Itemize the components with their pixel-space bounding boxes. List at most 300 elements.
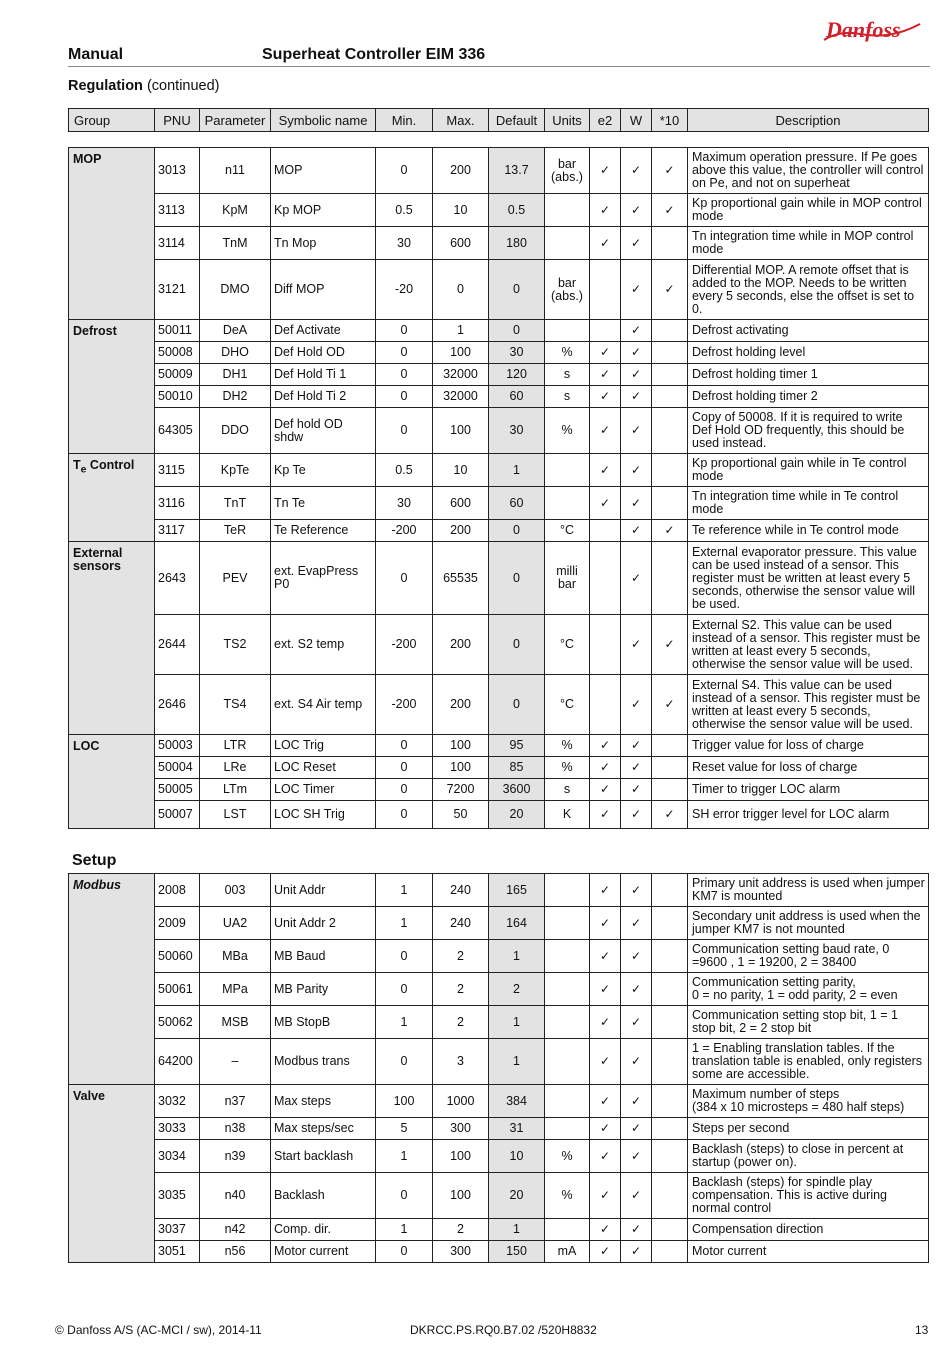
x10-cell [652,1173,688,1219]
default-cell: 2 [489,973,545,1006]
check-icon: ✓ [630,235,642,250]
symbolic-name-cell: Def Hold Ti 2 [271,386,376,408]
column-header-e2: e2 [590,109,621,132]
description-cell: Communication setting stop bit, 1 = 1 stop bit, 2 = 2 stop bit [688,1006,929,1039]
description-cell: Backlash (steps) to close in percent at startup (power on). [688,1140,929,1173]
min-cell: 0 [376,757,433,779]
max-cell: 10 [433,454,489,487]
e2-cell [590,1219,621,1241]
x10-cell [652,487,688,520]
e2-cell [590,487,621,520]
symbolic-name-cell: Unit Addr 2 [271,907,376,940]
default-cell: 120 [489,364,545,386]
table-row [69,1118,929,1140]
symbolic-name-cell: Te Reference [271,520,376,542]
table-row [69,1085,929,1118]
default-cell: 60 [489,487,545,520]
max-cell: 200 [433,615,489,675]
setup-title: Setup [72,852,117,869]
check-icon: ✓ [630,1188,642,1202]
check-icon: ✓ [599,163,611,177]
symbolic-name-cell: Tn Te [271,487,376,520]
pnu-cell: 2009 [155,907,200,940]
w-cell [621,487,652,520]
table-row [69,487,929,520]
check-icon: ✓ [599,345,611,359]
min-cell: 0 [376,148,433,194]
symbolic-name-cell: Def hold OD shdw [271,408,376,454]
svg-text:Danfoss: Danfoss [826,17,901,42]
parameter-cell: 003 [200,874,271,907]
check-icon: ✓ [599,1093,611,1108]
e2-cell [590,260,621,320]
group-cell: Defrost [69,320,155,454]
e2-cell [590,1173,621,1219]
units-cell [545,1006,590,1039]
parameter-cell: LTR [200,735,271,757]
footer-doc-code: DKRCC.PS.RQ0.B7.02 /520H8832 [410,1323,597,1337]
check-icon: ✓ [630,1121,642,1135]
max-cell: 1 [433,320,489,342]
x10-cell [652,1006,688,1039]
max-cell: 32000 [433,386,489,408]
max-cell: 200 [433,675,489,735]
check-icon: ✓ [630,807,642,821]
units-cell: mA [545,1241,590,1263]
table-row [69,801,929,829]
min-cell: -200 [376,615,433,675]
description-cell: Maximum operation pressure. If Pe goes above this value, the controller will control on Pe, and not on superheat [688,148,929,194]
units-cell: % [545,342,590,364]
group-cell: Valve [69,1085,155,1263]
pnu-cell: 50003 [155,735,200,757]
min-cell: 0 [376,408,433,454]
parameter-cell: MSB [200,1006,271,1039]
x10-cell [652,320,688,342]
description-cell: Tn integration time while in Te control mode [688,487,929,520]
pnu-cell: 64305 [155,408,200,454]
units-cell [545,1039,590,1085]
parameter-cell: n42 [200,1219,271,1241]
table-row [69,454,929,487]
max-cell: 100 [433,1140,489,1173]
pnu-cell: 3033 [155,1118,200,1140]
e2-cell [590,735,621,757]
parameter-cell: TS2 [200,615,271,675]
symbolic-name-cell: MB Baud [271,940,376,973]
symbolic-name-cell: MOP [271,148,376,194]
check-icon: ✓ [599,882,611,897]
description-cell: Differential MOP. A remote offset that is added to the MOP. Needs to be written every 5 seconds, else the offset is set to 0. [688,260,929,320]
symbolic-name-cell: Unit Addr [271,874,376,907]
symbolic-name-cell: Modbus trans [271,1039,376,1085]
symbolic-name-cell: Comp. dir. [271,1219,376,1241]
section-title [68,78,220,94]
check-icon: ✓ [630,1244,642,1258]
e2-cell [590,542,621,615]
group-cell: $T_e$ Control [69,454,155,542]
parameter-cell: DHO [200,342,271,364]
check-icon: ✓ [630,202,642,217]
pnu-cell: 3115 [155,454,200,487]
e2-cell [590,386,621,408]
check-icon: ✓ [630,782,642,796]
e2-cell [590,1085,621,1118]
table-row [69,260,929,320]
table-row [69,520,929,542]
x10-cell [652,1241,688,1263]
table-row [69,940,929,973]
check-icon: ✓ [599,1148,611,1163]
check-icon: ✓ [664,807,675,821]
x10-cell [652,1039,688,1085]
check-icon: ✓ [630,948,642,963]
description-cell: Copy of 50008. If it is required to write Def Hold OD frequently, this should be used instead. [688,408,929,454]
pnu-cell: 50062 [155,1006,200,1039]
x10-cell [652,779,688,801]
default-cell: 60 [489,386,545,408]
danfoss-logo [820,10,924,50]
e2-cell [590,973,621,1006]
check-icon: ✓ [630,915,642,930]
table-row [69,148,929,194]
symbolic-name-cell: MB Parity [271,973,376,1006]
w-cell [621,973,652,1006]
units-cell: milli bar [545,542,590,615]
pnu-cell: 3051 [155,1241,200,1263]
w-cell [621,148,652,194]
footer-copyright: © Danfoss A/S (AC-MCI / sw), 2014-11 [55,1323,262,1337]
check-icon: ✓ [630,495,642,510]
symbolic-name-cell: Def Hold Ti 1 [271,364,376,386]
x10-cell [652,364,688,386]
units-cell [545,1085,590,1118]
x10-cell [652,408,688,454]
description-cell: Backlash (steps) for spindle play compensation. This is active during normal control [688,1173,929,1219]
symbolic-name-cell: LOC Trig [271,735,376,757]
w-cell [621,364,652,386]
min-cell: 0 [376,801,433,829]
e2-cell [590,408,621,454]
check-icon: ✓ [630,981,642,996]
pnu-cell: 3035 [155,1173,200,1219]
column-header-default: Default [489,109,545,132]
pnu-cell: 2643 [155,542,200,615]
max-cell: 200 [433,520,489,542]
max-cell: 240 [433,874,489,907]
description-cell: Defrost holding level [688,342,929,364]
w-cell [621,342,652,364]
units-cell [545,940,590,973]
symbolic-name-cell: Kp Te [271,454,376,487]
max-cell: 100 [433,408,489,454]
column-header-min: Min. [376,109,433,132]
check-icon: ✓ [599,1222,611,1236]
parameter-cell: TnM [200,227,271,260]
table-row [69,227,929,260]
pnu-cell: 3013 [155,148,200,194]
units-cell [545,1118,590,1140]
units-cell: % [545,757,590,779]
check-icon: ✓ [630,1093,642,1108]
check-icon: ✓ [630,367,642,381]
check-icon: ✓ [630,389,642,403]
x10-cell [652,386,688,408]
check-icon: ✓ [599,1188,611,1202]
default-cell: 0 [489,520,545,542]
table-row [69,874,929,907]
min-cell: 0 [376,342,433,364]
column-header-parameter: Parameter [200,109,271,132]
max-cell: 300 [433,1241,489,1263]
pnu-cell: 50004 [155,757,200,779]
symbolic-name-cell: Max steps [271,1085,376,1118]
check-icon: ✓ [599,807,611,821]
column-header-w: W [621,109,652,132]
table-row [69,386,929,408]
pnu-cell: 3117 [155,520,200,542]
table-row [69,779,929,801]
default-cell: 30 [489,408,545,454]
default-cell: 0 [489,320,545,342]
symbolic-name-cell: LOC SH Trig [271,801,376,829]
default-cell: 1 [489,1039,545,1085]
symbolic-name-cell: Motor current [271,1241,376,1263]
min-cell: -20 [376,260,433,320]
section-name: Regulation [68,78,143,94]
default-cell: 10 [489,1140,545,1173]
w-cell [621,1241,652,1263]
max-cell: 100 [433,1173,489,1219]
check-icon: ✓ [664,637,675,651]
column-header-group: Group [69,109,155,132]
check-icon: ✓ [664,163,675,177]
default-cell: 31 [489,1118,545,1140]
parameter-cell: UA2 [200,907,271,940]
group-cell: External sensors [69,542,155,735]
check-icon: ✓ [664,282,675,296]
group-cell: MOP [69,148,155,320]
x10-cell [652,520,688,542]
check-icon: ✓ [664,523,675,537]
symbolic-name-cell: LOC Reset [271,757,376,779]
x10-cell [652,542,688,615]
table-row [69,342,929,364]
w-cell [621,874,652,907]
check-icon: ✓ [599,462,611,477]
check-icon: ✓ [599,1121,611,1135]
e2-cell [590,454,621,487]
check-icon: ✓ [599,1054,611,1068]
parameter-cell: KpM [200,194,271,227]
check-icon: ✓ [599,782,611,796]
pnu-cell: 3032 [155,1085,200,1118]
w-cell [621,1173,652,1219]
w-cell [621,194,652,227]
group-cell: LOC [69,735,155,829]
parameter-cell: TeR [200,520,271,542]
w-cell [621,542,652,615]
pnu-cell: 2646 [155,675,200,735]
min-cell: 0 [376,779,433,801]
description-cell: Motor current [688,1241,929,1263]
description-cell: Kp proportional gain while in MOP control mode [688,194,929,227]
e2-cell [590,615,621,675]
check-icon: ✓ [630,1148,642,1163]
max-cell: 0 [433,260,489,320]
description-cell: Communication setting parity, 0 = no parity, 1 = odd parity, 2 = even [688,973,929,1006]
pnu-cell: 50061 [155,973,200,1006]
parameter-cell: LTm [200,779,271,801]
e2-cell [590,1118,621,1140]
w-cell [621,940,652,973]
x10-cell [652,1118,688,1140]
units-cell: % [545,408,590,454]
description-cell: External S4. This value can be used instead of a sensor. This register must be written at least every 5 seconds, otherwise the sensor value will be used. [688,675,929,735]
e2-cell [590,907,621,940]
parameter-cell: LRe [200,757,271,779]
description-cell: Compensation direction [688,1219,929,1241]
w-cell [621,1085,652,1118]
min-cell: 0 [376,973,433,1006]
max-cell: 2 [433,1006,489,1039]
e2-cell [590,1140,621,1173]
check-icon: ✓ [630,282,642,296]
description-cell: Communication setting baud rate, 0 =9600 , 1 = 19200, 2 = 38400 [688,940,929,973]
x10-cell [652,1085,688,1118]
w-cell [621,260,652,320]
min-cell: 0 [376,1173,433,1219]
table-row [69,675,929,735]
check-icon: ✓ [630,882,642,897]
table-row [69,1140,929,1173]
check-icon: ✓ [599,738,611,752]
max-cell: 7200 [433,779,489,801]
check-icon: ✓ [599,760,611,774]
parameter-cell: MBa [200,940,271,973]
table-row [69,364,929,386]
pnu-cell: 3037 [155,1219,200,1241]
symbolic-name-cell: Max steps/sec [271,1118,376,1140]
section-suffix: (continued) [146,78,220,94]
max-cell: 200 [433,148,489,194]
default-cell: 20 [489,1173,545,1219]
description-cell: Maximum number of steps (384 x 10 microsteps = 480 half steps) [688,1085,929,1118]
pnu-cell: 3116 [155,487,200,520]
check-icon: ✓ [599,948,611,963]
units-cell [545,874,590,907]
description-cell: Primary unit address is used when jumper KM7 is mounted [688,874,929,907]
description-cell: Defrost activating [688,320,929,342]
max-cell: 3 [433,1039,489,1085]
units-cell: % [545,1140,590,1173]
min-cell: 1 [376,1006,433,1039]
x10-cell [652,615,688,675]
default-cell: 3600 [489,779,545,801]
units-cell: °C [545,615,590,675]
description-cell: Tn integration time while in MOP control mode [688,227,929,260]
default-cell: 0 [489,542,545,615]
default-cell: 13.7 [489,148,545,194]
w-cell [621,227,652,260]
table-row [69,1219,929,1241]
min-cell: -200 [376,520,433,542]
setup-table [68,873,929,1263]
e2-cell [590,342,621,364]
x10-cell [652,1140,688,1173]
min-cell: 1 [376,1140,433,1173]
units-cell [545,320,590,342]
min-cell: 5 [376,1118,433,1140]
x10-cell [652,454,688,487]
x10-cell [652,940,688,973]
w-cell [621,1039,652,1085]
x10-cell [652,675,688,735]
check-icon: ✓ [664,202,675,217]
units-cell: s [545,386,590,408]
footer-page-number: 13 [915,1323,929,1337]
max-cell: 600 [433,487,489,520]
check-icon: ✓ [630,697,642,711]
w-cell [621,615,652,675]
table-row [69,194,929,227]
pnu-cell: 3114 [155,227,200,260]
pnu-cell: 3121 [155,260,200,320]
document-title: Superheat Controller EIM 336 [262,46,486,63]
symbolic-name-cell: Def Hold OD [271,342,376,364]
units-cell: s [545,364,590,386]
description-cell: 1 = Enabling translation tables. If the translation table is enabled, only registers some are accessible. [688,1039,929,1085]
check-icon: ✓ [630,637,642,651]
min-cell: 0.5 [376,194,433,227]
table-row [69,973,929,1006]
check-icon: ✓ [599,202,611,217]
header-divider [68,66,930,67]
min-cell: 0 [376,364,433,386]
units-cell [545,227,590,260]
table-row [69,1039,929,1085]
min-cell: 0 [376,542,433,615]
symbolic-name-cell: ext. S2 temp [271,615,376,675]
symbolic-name-cell: Diff MOP [271,260,376,320]
pnu-cell: 50010 [155,386,200,408]
check-icon: ✓ [630,1222,642,1236]
e2-cell [590,1039,621,1085]
e2-cell [590,779,621,801]
check-icon: ✓ [630,760,642,774]
parameter-cell: DH1 [200,364,271,386]
column-header-table [68,108,929,132]
x10-cell [652,973,688,1006]
parameter-cell: DeA [200,320,271,342]
parameter-cell: n11 [200,148,271,194]
column-header-x10: *10 [652,109,688,132]
units-cell: bar (abs.) [545,260,590,320]
max-cell: 32000 [433,364,489,386]
e2-cell [590,227,621,260]
description-cell: Trigger value for loss of charge [688,735,929,757]
units-cell: % [545,1173,590,1219]
default-cell: 1 [489,940,545,973]
units-cell [545,973,590,1006]
min-cell: -200 [376,675,433,735]
max-cell: 240 [433,907,489,940]
check-icon: ✓ [630,345,642,359]
default-cell: 384 [489,1085,545,1118]
check-icon: ✓ [630,462,642,477]
table-row [69,907,929,940]
min-cell: 30 [376,227,433,260]
